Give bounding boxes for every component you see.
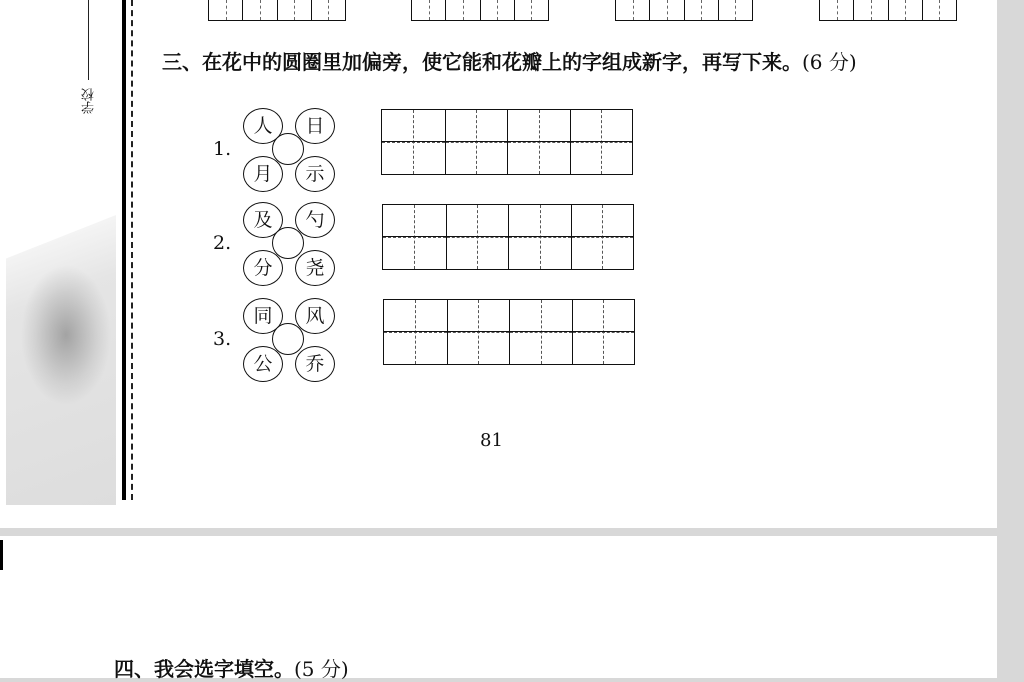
page-number: 81 [480, 430, 503, 451]
flower-3 [243, 298, 335, 382]
flower-1 [243, 108, 335, 192]
binding-solid-line [122, 0, 126, 500]
radical-input-circle[interactable] [272, 227, 304, 259]
item-number: 3. [213, 328, 232, 350]
item-number: 1. [213, 138, 232, 160]
petal: 人 [243, 108, 283, 144]
petal: 及 [243, 202, 283, 238]
binding-mark [0, 540, 3, 570]
question-4-text: 四、我会选字填空。 [114, 657, 294, 681]
petal: 同 [243, 298, 283, 334]
previous-answer-grid [411, 0, 549, 21]
petal: 分 [243, 250, 283, 286]
petal: 尧 [295, 250, 335, 286]
previous-answer-grid [208, 0, 346, 21]
radical-input-circle[interactable] [272, 133, 304, 165]
petal: 乔 [295, 346, 335, 382]
question-3-score: (6 分) [802, 50, 857, 74]
previous-answer-grid [819, 0, 957, 21]
question-3-title [162, 46, 857, 75]
petal: 示 [295, 156, 335, 192]
radical-input-circle[interactable] [272, 323, 304, 355]
previous-answer-grid [615, 0, 753, 21]
item-number: 2. [213, 232, 232, 254]
petal: 日 [295, 108, 335, 144]
answer-grid-2[interactable] [382, 204, 634, 270]
school-label: 学校 [82, 88, 97, 114]
binding-dashed-line [131, 0, 133, 500]
petal: 公 [243, 346, 283, 382]
school-name-line [88, 0, 89, 80]
answer-grid-3[interactable] [383, 299, 635, 365]
scan-shading [6, 215, 116, 505]
flower-2 [243, 202, 335, 286]
question-3-text: 三、在花中的圆圈里加偏旁，使它能和花瓣上的字组成新字，再写下来。 [162, 50, 802, 74]
petal: 月 [243, 156, 283, 192]
answer-grid-1[interactable] [381, 109, 633, 175]
petal: 勺 [295, 202, 335, 238]
petal: 风 [295, 298, 335, 334]
question-4-score: (5 分) [294, 657, 349, 681]
